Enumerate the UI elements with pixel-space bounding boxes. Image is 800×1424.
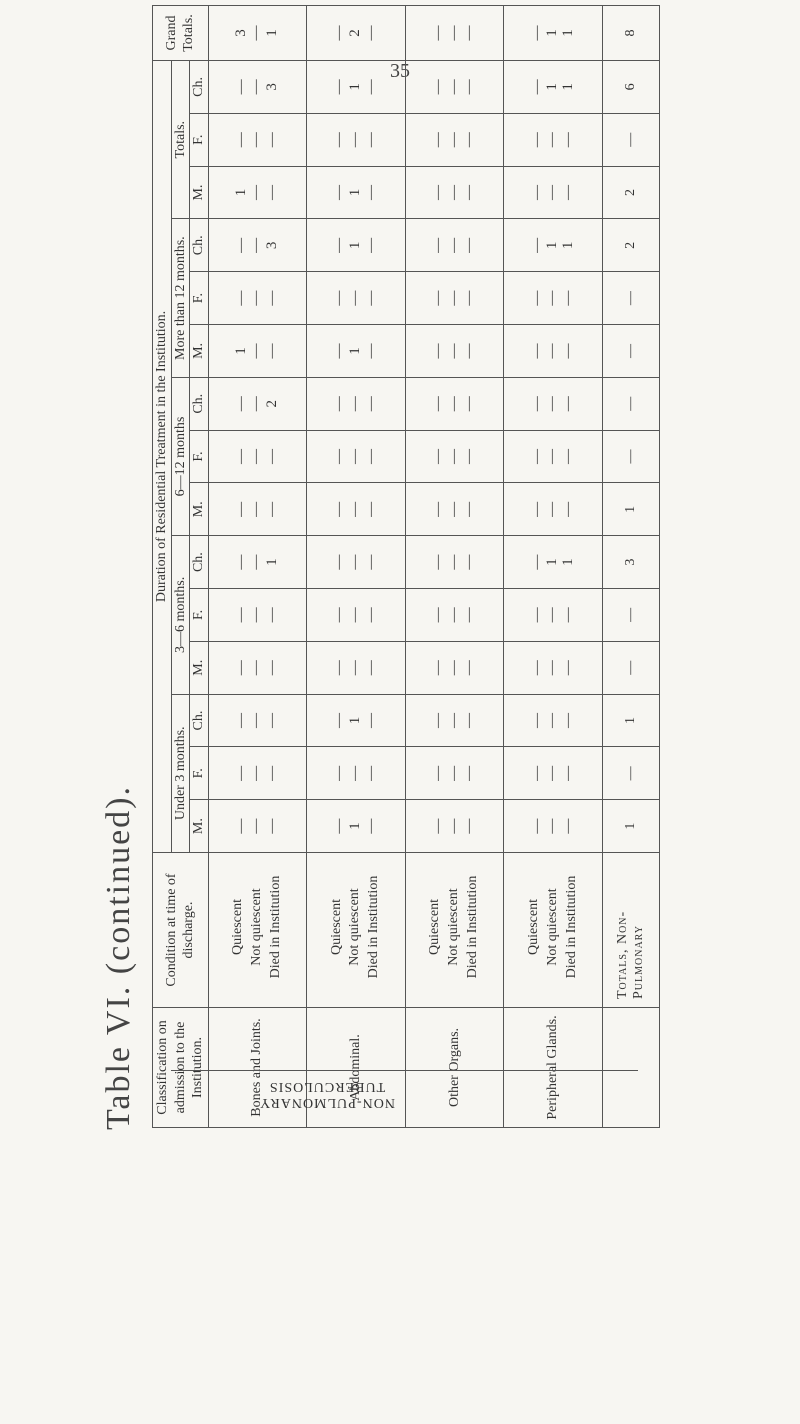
total-cell: — — [603, 272, 660, 325]
classification-cell: Abdominal. — [307, 1008, 406, 1128]
total-cell: 3 — [603, 536, 660, 589]
data-cell: — 1 1 — [504, 61, 603, 114]
data-cell: — — — — [208, 694, 307, 747]
conditions-cell — [307, 853, 406, 1008]
group-header: More than 12 months. — [171, 219, 190, 377]
data-cell: — — — — [208, 430, 307, 483]
data-cell: — — 3 — [208, 61, 307, 114]
data-cell: — — 2 — [208, 377, 307, 430]
data-cell: — — — — [504, 430, 603, 483]
data-cell: — 1 — — [307, 61, 406, 114]
data-cell: — — — — [307, 589, 406, 642]
sub-header: M. — [190, 641, 209, 694]
total-cell: 6 — [603, 61, 660, 114]
grand-totals-header: Grand Totals. — [153, 6, 209, 61]
data-cell: — — — — [208, 800, 307, 853]
sub-header: F. — [190, 113, 209, 166]
data-cell: — — — — [405, 589, 504, 642]
condition-label: Died in Institution — [267, 875, 283, 979]
sub-header: F. — [190, 430, 209, 483]
totals-row — [603, 6, 660, 1128]
data-cell: — — — — [307, 430, 406, 483]
data-cell: — — — — [405, 536, 504, 589]
sub-header: M. — [190, 166, 209, 219]
sub-header: Ch. — [190, 536, 209, 589]
group-header: Totals. — [171, 61, 190, 219]
sub-header: M. — [190, 325, 209, 378]
data-cell: — — — — [307, 272, 406, 325]
grand-total-sum: 8 — [603, 6, 660, 61]
data-cell: 1 — — — [208, 166, 307, 219]
total-cell: — — [603, 589, 660, 642]
data-cell: — — — — [208, 589, 307, 642]
condition-label: Not quiescent — [446, 888, 462, 966]
data-cell: — — — — [504, 272, 603, 325]
data-cell: 1 — — — [208, 325, 307, 378]
data-cell: — — — — [405, 483, 504, 536]
data-cell: — — — — [307, 483, 406, 536]
data-cell: — — — — [504, 483, 603, 536]
group-header: 6—12 months — [171, 377, 190, 535]
data-cell: — — 3 — [208, 219, 307, 272]
condition-label: Not quiescent — [347, 888, 363, 966]
data-cell: — — — — [307, 641, 406, 694]
grand-total-cell: 3 — 1 — [208, 6, 307, 61]
condition-label: Died in Institution — [366, 875, 382, 979]
sub-header: Ch. — [190, 694, 209, 747]
grand-total-cell: — 2 — — [307, 6, 406, 61]
data-cell: — — — — [405, 113, 504, 166]
data-cell: — — — — [208, 641, 307, 694]
data-cell: — — — — [307, 747, 406, 800]
data-cell: — — — — [208, 747, 307, 800]
data-cell: — — — — [504, 589, 603, 642]
data-cell: — — — — [504, 166, 603, 219]
sub-header: F. — [190, 747, 209, 800]
sub-header: Ch. — [190, 377, 209, 430]
condition-label: Quiescent — [229, 899, 245, 955]
condition-label: Quiescent — [328, 899, 344, 955]
group-header: 3—6 months. — [171, 536, 190, 694]
total-cell: 1 — [603, 694, 660, 747]
total-cell: — — [603, 641, 660, 694]
sub-header: F. — [190, 589, 209, 642]
data-cell: — — — — [405, 430, 504, 483]
sub-header: M. — [190, 800, 209, 853]
data-cell: — — — — [504, 377, 603, 430]
data-cell: — — — — [405, 272, 504, 325]
total-cell: 2 — [603, 219, 660, 272]
data-cell: — — — — [405, 219, 504, 272]
data-cell: — — — — [504, 641, 603, 694]
table-title: Table VI. (continued). — [100, 784, 137, 1130]
data-cell: — — — — [208, 113, 307, 166]
data-cell: — — — — [504, 694, 603, 747]
side-label: NON-PULMONARY TUBERCULOSIS — [259, 1079, 395, 1110]
total-cell: 1 — [603, 483, 660, 536]
total-cell: 1 — [603, 800, 660, 853]
table-row — [307, 6, 406, 1128]
total-cell: — — [603, 747, 660, 800]
condition-label: Not quiescent — [544, 888, 560, 966]
total-cell: — — [603, 377, 660, 430]
conditions-cell — [405, 853, 504, 1008]
data-table — [152, 5, 660, 1128]
condition-label: Died in Institution — [465, 875, 480, 979]
table-row — [504, 6, 603, 1128]
data-cell: — — — — [504, 113, 603, 166]
classification-header: Classification on admission to the Institution. — [153, 1008, 209, 1128]
data-cell: — 1 1 — [504, 219, 603, 272]
total-cell: — — [603, 325, 660, 378]
grand-total-cell: — 1 1 — [504, 6, 603, 61]
table-row — [208, 6, 307, 1128]
conditions-cell — [504, 853, 603, 1008]
sub-header: M. — [190, 483, 209, 536]
data-cell: — — 1 — [208, 536, 307, 589]
classification-cell: Other Organs. — [405, 1008, 504, 1128]
data-cell: — 1 — — [307, 166, 406, 219]
data-cell: — — — — [405, 61, 504, 114]
data-cell: — — — — [208, 272, 307, 325]
side-rule — [171, 1070, 638, 1071]
totals-label: Totals, Non-Pulmonary — [603, 853, 660, 1008]
data-cell: — 1 — — [307, 694, 406, 747]
condition-header: Condition at time of discharge. — [153, 853, 209, 1008]
data-cell: — — — — [208, 483, 307, 536]
condition-label: Quiescent — [427, 899, 443, 955]
total-cell: 2 — [603, 166, 660, 219]
data-cell: — — — — [504, 747, 603, 800]
sub-header: F. — [190, 272, 209, 325]
data-cell: — — — — [504, 325, 603, 378]
grand-total-cell: — — — — [405, 6, 504, 61]
data-cell: — — — — [307, 113, 406, 166]
data-cell: — — — — [405, 694, 504, 747]
data-cell: — 1 — — [307, 325, 406, 378]
data-cell: — — — — [307, 377, 406, 430]
data-cell: — 1 1 — [504, 536, 603, 589]
classification-cell: Peripheral Glands. — [504, 1008, 603, 1128]
data-cell: — — — — [405, 377, 504, 430]
table-rotator — [152, 5, 660, 1128]
data-cell: — — — — [405, 800, 504, 853]
total-cell: — — [603, 430, 660, 483]
data-cell: — — — — [504, 800, 603, 853]
duration-header: Duration of Residential Treatment in the Institution. — [153, 61, 172, 853]
conditions-cell — [208, 853, 307, 1008]
sub-header: Ch. — [190, 61, 209, 114]
data-cell: — 1 — — [307, 800, 406, 853]
totals-spacer — [603, 1008, 660, 1128]
group-header: Under 3 months. — [171, 694, 190, 852]
total-cell: — — [603, 113, 660, 166]
condition-label: Not quiescent — [248, 888, 264, 966]
condition-label: Died in Institution — [563, 875, 579, 979]
table-row — [405, 6, 504, 1128]
page-number: 35 — [390, 60, 410, 82]
data-cell: — — — — [405, 166, 504, 219]
data-cell: — — — — [405, 747, 504, 800]
data-cell: — — — — [307, 536, 406, 589]
sub-header: Ch. — [190, 219, 209, 272]
condition-label: Quiescent — [525, 899, 541, 955]
data-cell: — — — — [405, 325, 504, 378]
data-cell: — 1 — — [307, 219, 406, 272]
data-cell: — — — — [405, 641, 504, 694]
classification-cell: Bones and Joints. — [208, 1008, 307, 1128]
